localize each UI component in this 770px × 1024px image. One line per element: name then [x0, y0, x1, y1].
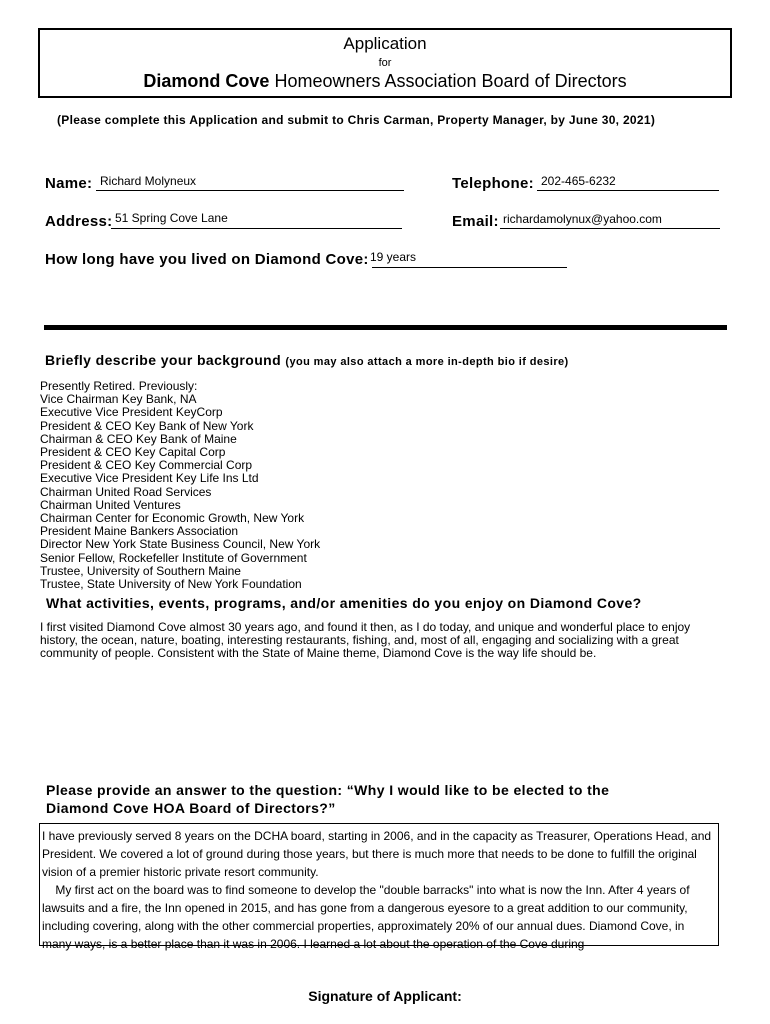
background-line: Chairman United Ventures [40, 497, 181, 512]
election-paragraph-2: My first act on the board was to find someone to develop the "double barracks" into what is now the Inn. After 4 years of lawsuits and a fire, the Inn opened in 2015, and has gone from a dangerous eyesore to a great addition to our community, including covering, along with the other commercial properties, approximately 20% of our annual dues. Diamond Cove, in many ways, is a better place than it was in 2006. I learned a lot about the operation of the Cove during [42, 883, 693, 951]
section-divider [44, 325, 727, 330]
telephone-field[interactable]: 202-465-6232 [541, 174, 616, 188]
instructions: (Please complete this Application and submit to Chris Carman, Property Manager, by June 30, 2021) [57, 113, 656, 127]
background-line: Executive Vice President KeyCorp [40, 405, 223, 420]
telephone-label: Telephone: [452, 175, 534, 192]
election-heading-line1: Please provide an answer to the question: “Why I would like to be elected to the [46, 782, 610, 798]
signature-label: Signature of Applicant: [308, 988, 462, 1004]
background-heading-note: (you may also attach a more in-depth bio if desire) [285, 356, 569, 368]
activities-heading-text: What activities, events, programs, and/or amenities do you enjoy [46, 595, 508, 611]
form-subtitle-for: for [378, 57, 392, 69]
lived-label [45, 251, 369, 268]
name-label: Name: [45, 175, 93, 192]
activities-heading-bold: on Diamond Cove? [507, 595, 642, 611]
background-heading [45, 352, 569, 368]
background-line: Vice Chairman Key Bank, NA [40, 392, 197, 407]
election-answer-field[interactable] [39, 823, 719, 951]
background-line: President & CEO Key Bank of New York [40, 418, 254, 433]
name-line [96, 190, 404, 191]
election-heading-rest: HOA Board of Directors?” [148, 800, 336, 816]
lived-line [372, 267, 567, 268]
name-field[interactable]: Richard Molyneux [100, 174, 197, 188]
background-line: Chairman United Road Services [40, 484, 212, 499]
form-title: Application [343, 34, 427, 53]
background-line: Senior Fellow, Rockefeller Institute of Government [40, 550, 307, 565]
election-heading-line2 [46, 800, 336, 816]
election-heading-bold: Diamond Cove [46, 800, 149, 816]
lived-label-part2: on Diamond Cove: [231, 251, 369, 268]
address-field[interactable]: 51 Spring Cove Lane [115, 211, 228, 225]
background-line: President Maine Bankers Association [40, 524, 239, 539]
organization-title [0, 71, 770, 92]
address-label: Address: [45, 213, 113, 230]
background-line: President & CEO Key Commercial Corp [40, 458, 253, 473]
activities-field[interactable]: I first visited Diamond Cove almost 30 years ago, and found it then, as I do today, and unique and wonderful place to enjoy history, the ocean, nature, boating, interesting restaurants, fishing, and, most of all, engaging and socializing with a great community of people. Consistent with the State of Maine theme, Diamond Cove is the way life should be. [40, 620, 691, 661]
lived-label-part1: How long have you lived [45, 251, 232, 268]
background-line: Chairman Center for Economic Growth, New York [40, 511, 305, 526]
telephone-line [537, 190, 719, 191]
email-label: Email: [452, 213, 499, 230]
background-line: Executive Vice President Key Life Ins Ltd [40, 471, 259, 486]
organization-name: Diamond Cove [143, 71, 270, 91]
background-line: Trustee, University of Southern Maine [40, 563, 241, 578]
background-line: Chairman & CEO Key Bank of Maine [40, 431, 237, 446]
background-line: President & CEO Key Capital Corp [40, 445, 226, 460]
organization-board: Homeowners Association Board of Directors [269, 71, 627, 91]
background-field[interactable] [40, 379, 360, 592]
lived-field[interactable]: 19 years [370, 250, 417, 264]
email-line [500, 228, 720, 229]
election-paragraph-1: I have previously served 8 years on the DCHA board, starting in 2006, and in the capacity as Treasurer, Operations Head, and President. We covered a lot of ground during those years, but there is much more that needs to be done to fulfill the original vision of a premier historic private resort community. [42, 829, 712, 879]
address-line [111, 228, 402, 229]
activities-heading [46, 595, 642, 611]
background-line: Director New York State Business Council, New York [40, 537, 321, 552]
background-line: Presently Retired. Previously: [40, 379, 198, 393]
background-heading-text: Briefly describe your background [45, 352, 282, 368]
background-line: Trustee, State University of New York Foundation [40, 577, 302, 592]
email-field[interactable]: richardamolynux@yahoo.com [503, 212, 662, 226]
